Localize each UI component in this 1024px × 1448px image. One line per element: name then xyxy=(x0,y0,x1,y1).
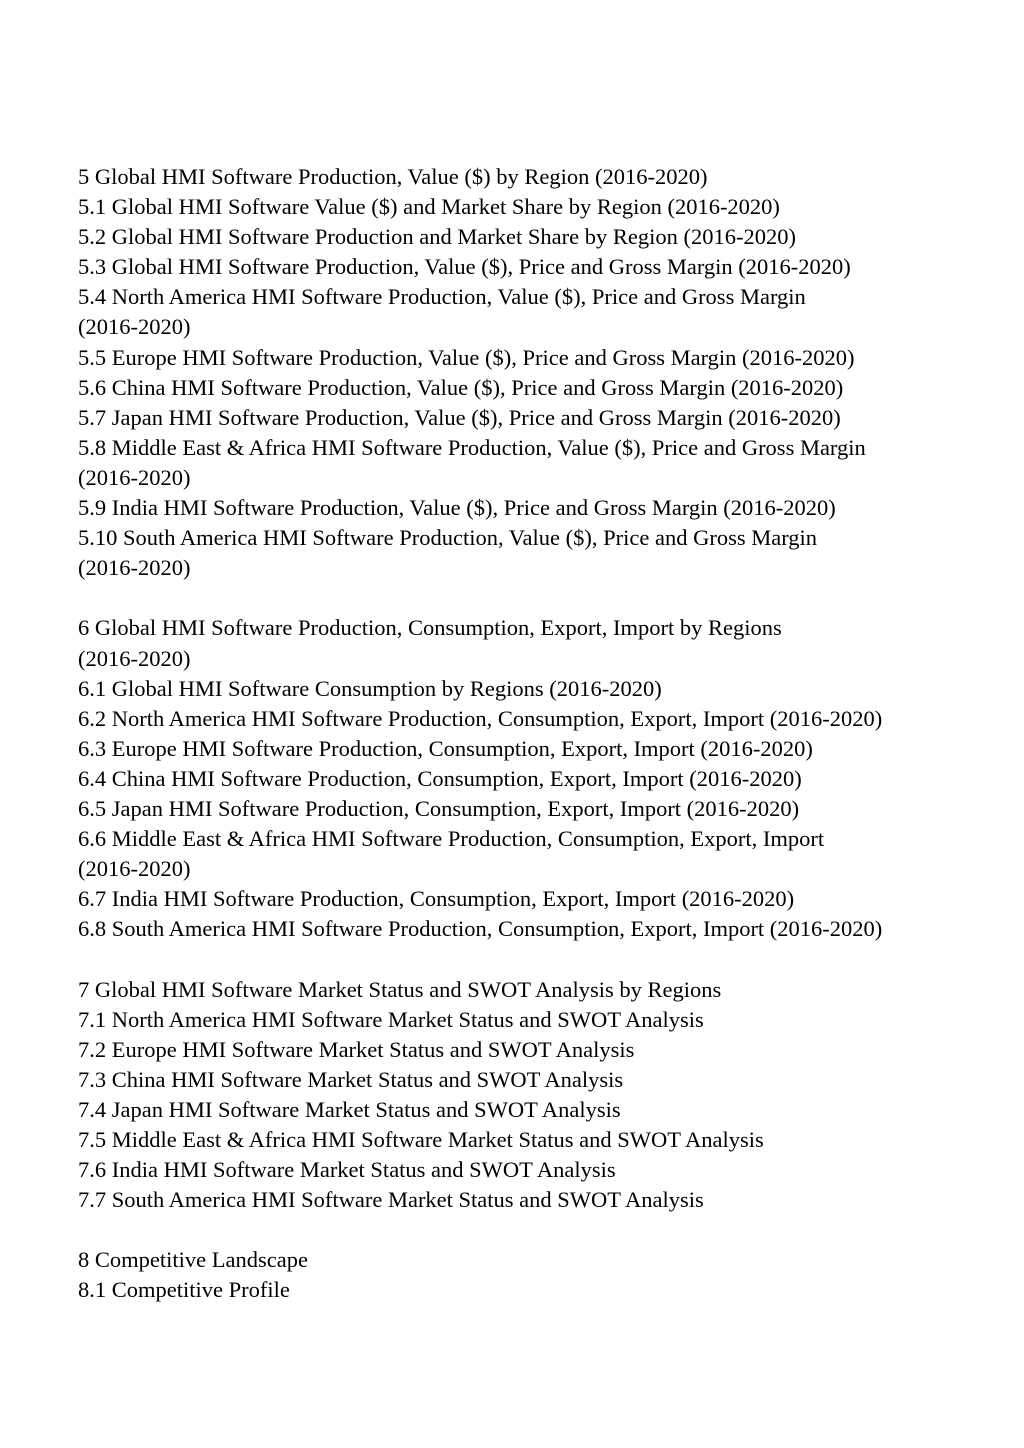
toc-entry: 6.6 Middle East & Africa HMI Software Production, Consumption, Export, Import xyxy=(78,826,825,852)
toc-section xyxy=(78,1245,978,1305)
toc-entry: 5.5 Europe HMI Software Production, Value ($), Price and Gross Margin (2016-2020) xyxy=(78,344,855,370)
toc-entry: 7.6 India HMI Software Market Status and SWOT Analysis xyxy=(78,1157,616,1183)
toc-entry: 6 Global HMI Software Production, Consumption, Export, Import by Regions xyxy=(78,615,782,641)
toc-entry: 5.6 China HMI Software Production, Value ($), Price and Gross Margin (2016-2020) xyxy=(78,374,844,400)
toc-entry: 6.8 South America HMI Software Production, Consumption, Export, Import (2016-2020) xyxy=(78,916,883,942)
toc-entry: 7.3 China HMI Software Market Status and SWOT Analysis xyxy=(78,1066,624,1092)
toc-entry: 6.4 China HMI Software Production, Consumption, Export, Import (2016-2020) xyxy=(78,765,802,791)
toc-entry: (2016-2020) xyxy=(78,856,191,882)
toc-entry: 5 Global HMI Software Production, Value ($) by Region (2016-2020) xyxy=(78,164,708,189)
toc-entry: 6.5 Japan HMI Software Production, Consumption, Export, Import (2016-2020) xyxy=(78,795,800,821)
toc-entry: 5.3 Global HMI Software Production, Value ($), Price and Gross Margin (2016-2020) xyxy=(78,254,851,280)
toc-entry: 5.7 Japan HMI Software Production, Value ($), Price and Gross Margin (2016-2020) xyxy=(78,404,841,430)
toc-entry: 6.1 Global HMI Software Consumption by Regions (2016-2020) xyxy=(78,675,662,701)
toc-entry: (2016-2020) xyxy=(78,314,191,340)
toc-entry: 8.1 Competitive Profile xyxy=(78,1277,290,1303)
toc-entry: 8 Competitive Landscape xyxy=(78,1247,308,1273)
toc-entry: (2016-2020) xyxy=(78,464,191,490)
toc-entry: 7.2 Europe HMI Software Market Status and SWOT Analysis xyxy=(78,1036,635,1062)
toc-entry: 5.4 North America HMI Software Production, Value ($), Price and Gross Margin xyxy=(78,284,806,310)
toc-section xyxy=(78,613,978,944)
toc-entry: 5.2 Global HMI Software Production and Market Share by Region (2016-2020) xyxy=(78,224,796,250)
toc-entry: 5.1 Global HMI Software Value ($) and Market Share by Region (2016-2020) xyxy=(78,194,780,220)
toc-entry: 6.3 Europe HMI Software Production, Consumption, Export, Import (2016-2020) xyxy=(78,735,813,761)
toc-entry: 6.2 North America HMI Software Production, Consumption, Export, Import (2016-2020) xyxy=(78,705,883,731)
table-of-contents xyxy=(78,162,978,1336)
toc-section xyxy=(78,975,978,1216)
toc-entry: 7 Global HMI Software Market Status and SWOT Analysis by Regions xyxy=(78,976,722,1002)
toc-entry: 6.7 India HMI Software Production, Consumption, Export, Import (2016-2020) xyxy=(78,886,795,912)
toc-entry: 7.7 South America HMI Software Market Status and SWOT Analysis xyxy=(78,1187,704,1213)
toc-section xyxy=(78,162,978,583)
toc-entry: 5.10 South America HMI Software Production, Value ($), Price and Gross Margin xyxy=(78,525,818,551)
toc-entry: 7.1 North America HMI Software Market Status and SWOT Analysis xyxy=(78,1006,704,1032)
toc-entry: 5.9 India HMI Software Production, Value ($), Price and Gross Margin (2016-2020) xyxy=(78,495,836,521)
toc-entry: 7.4 Japan HMI Software Market Status and SWOT Analysis xyxy=(78,1096,621,1122)
toc-entry: 7.5 Middle East & Africa HMI Software Market Status and SWOT Analysis xyxy=(78,1127,764,1152)
toc-entry: 5.8 Middle East & Africa HMI Software Production, Value ($), Price and Gross Margin xyxy=(78,434,866,460)
toc-entry: (2016-2020) xyxy=(78,645,191,671)
toc-entry: (2016-2020) xyxy=(78,555,191,581)
